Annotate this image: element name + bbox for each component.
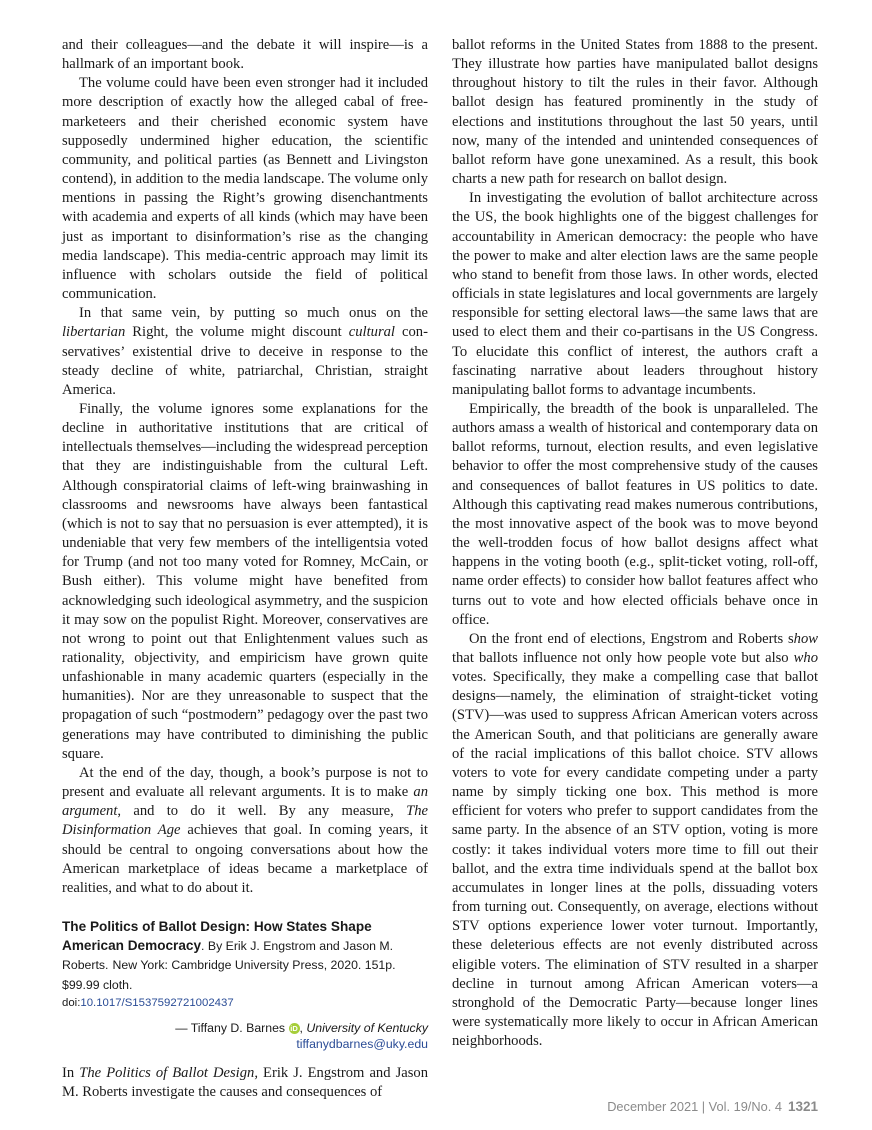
page-footer [0,1099,818,1114]
footer-issue: December 2021 | Vol. 19/No. 4 [607,1099,782,1114]
paragraph-investigating: In investigating the evolution of ballot architecture across the US, the book highlights one of the biggest challenges for accountability in American democracy: the people who have the power to make and alter election laws are the same people who stand to benefit from those laws. In other words, elected officials in state legislatures and local governments are largely responsible for setting electoral laws—the same laws that are used to elect them and their co-partisans in the US Congress. To elucidate this conflict of interest, the authors craft a fascinating narrative about leaders throughout history manipulating ballot forms to advantage incumbents. [452,190,818,398]
italic-phrase: libertarian [62,324,126,341]
paragraph-end-of-day: At the end of the day, though, a book’s purpose is not to present and evaluate all relevant arguments. It is to make an argument, and to do it well. By any measure, The Disinformation Age achieves that goal. In coming years, it should be central to ongoing conversations about how the American marketplace of ideas became a marketplace of realities, and what to do about it. [62,764,428,896]
italic-phrase: an argument [62,784,428,820]
book-review-header [62,918,428,1052]
left-column [62,36,428,1102]
italic-phrase: who [793,650,818,666]
paragraph-review-intro: In The Politics of Ballot Design, Erik J. Engstrom and Jason M. Roberts investigate the causes and consequences of [62,1064,429,1100]
italic-phrase: The Disinformation Age [62,803,428,839]
paragraph-finally: Finally, the volume ignores some explanations for the decline in authoritative institutions that are critical of intellectuals themselves—including the widespread perception that they are indistinguishable from the cultural Left. Although conspiratorial claims of left-wing brainwashing in classrooms and newsrooms have always been fantastical (which is not to say that no persuasion is ever attempted), it is undeniable that very few members of the intelligentsia voted for Trump (and not too many voted for Romney, McCain, or Bush either). This volume might have benefited from acknowledging such ideological asymmetry, and the suspicion it may sow on the populist Right. Moreover, conservatives are not wrong to point out that Enlightenment values such as rationality, objectivity, and empiricism have grown quite unfashionable in many academic quarters (especially in the humanities). Nor are they unreasonable to suspect that the propagation of such “postmodern” pedagogy over the past two generations may have contributed to diminishing the public square. [62,400,428,762]
review-publisher: New York: Cambridge University Press, 2020. 151p. $99.99 cloth. [62,958,396,992]
review-intro-book-title: The Politics of Ballot Design, [79,1064,258,1081]
reviewer-name: — Tiffany D. Barnes [175,1020,286,1035]
reviewer-affiliation: University of Kentucky [306,1020,428,1035]
doi-prefix: doi: [62,996,81,1009]
review-book-title: The Politics of Ballot Design: How States Shape American Democracy [62,919,372,954]
paragraph-front-end: On the front end of elections, Engstrom and Roberts show that ballots influence not only how people vote but also who votes. Specifically, they make a compelling case that ballot designs—namely, the elimination of straight-ticket voting (STV)—was used to suppress African American voters across the American South, and that politicians are generally aware of the racial implications of this ballot choice. STV allows voters to vote for every candidate competing under a party name by simply ticking one box. This method is more efficient for voters who prefer to support candidates from the same party. In the absence of an STV option, voting is more costly: it takes individual voters more time to fill out their ballot, and the extra time individuals spend at the ballot box accumulates in longer lines at the polls, dissuading voters from turning out. Consequently, on average, elections without STV options experience lower voter turnout. Importantly, these deleterious effects are not evenly distributed across eligible voters. The elimination of STV resulted in a sharper decline in turnout among African American voters—a stronghold of the Democratic Party—because longer lines were systematically more likely to occur in African American neighborhoods. [452,630,818,1050]
italic-phrase: cultural [348,324,395,341]
orcid-icon[interactable]: iD [290,1023,298,1033]
review-authors: . By Erik J. Engstrom and Jason M. Roberts. [62,939,394,973]
paragraph-empirically: Empirically, the breadth of the book is unparalleled. The authors amass a wealth of historical and contemporary data on ballot reforms, turnout, election results, and even legislative behavior to offer the most comprehensive study of the causes and consequences of ballot features in US politics to date. Although this captivating read makes numerous contributions, the most innovative aspect of the book was to move beyond the well-trodden focus of how ballot designs affect what happens in the voting booth (e.g., split-ticket voting, roll-off, name order effects) to consider how ballot features affect who turns out to vote and how elected officials behave once in office. [452,400,818,628]
paragraph-same-vein: In that same vein, by putting so much onus on the libertarian Right, the volume might discount cultural conservatives’ existential drive to deceive in response to the steady decline of white, patriarchal, Christian, straight America. [62,305,428,398]
right-column [452,36,818,1051]
italic-phrase: how [793,630,818,647]
review-doi [62,995,428,1012]
paragraph-continuation: and their colleagues—and the debate it will inspire—is a hallmark of an important book. [62,37,428,73]
paragraph-volume-stronger: The volume could have been even stronger had it included more description of exactly how the alleged cabal of free-marketeers and their cherished economic system have supposedly undermined higher education, the scientific community, and political parties (as Bennett and Livingston contend), in addition to the media landscape. The volume only mentions in passing the Right’s growing disenchantments with academia and experts of all kinds (which may have been just as important to disinformation’s rise as the changing media landscape). This media-centric approach may limit its influence with scholars outside the field of political communication. [62,75,428,303]
page-number: 1321 [787,1099,818,1114]
doi-link[interactable]: 10.1017/S1537592721002437 [80,996,234,1009]
reviewer-email[interactable]: tiffanydbarnes@uky.edu [296,1036,428,1051]
reviewer-block: — Tiffany D. Barnes iD , University of Kentucky tiffanydbarnes@uky.edu [62,1020,428,1052]
paragraph-ballot-reforms: ballot reforms in the United States from 1888 to the present. They illustrate how parties have manipulated ballot designs throughout history to tilt the rules in their favor. Although ballot design has featured prominently in the study of elections and institutions throughout the last 50 years, until now, many of the intended and unintended consequences of ballot reform have gone unexamined. As a result, this book charts a new path for research on ballot design. [452,37,818,188]
